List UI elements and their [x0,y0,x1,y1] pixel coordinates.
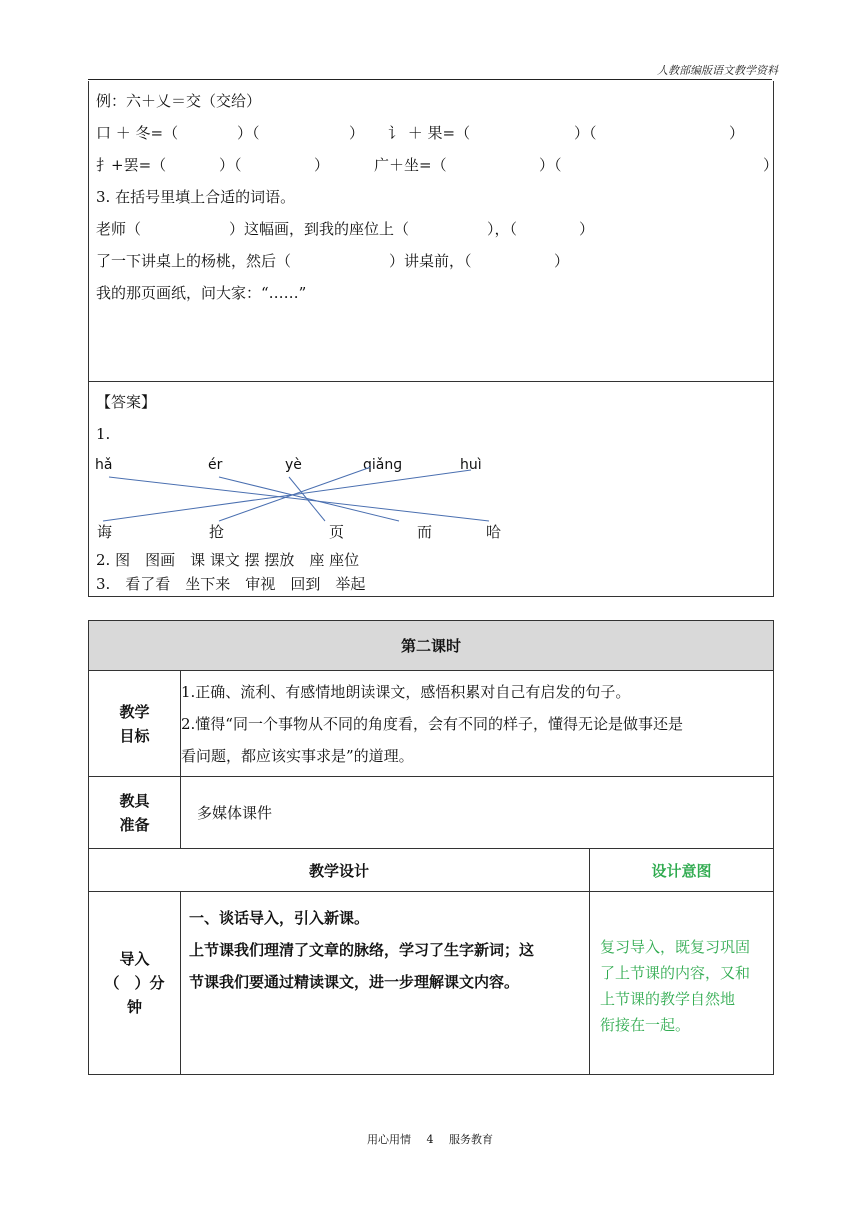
row1-part4: 讠 ＋ 果=（ [388,124,471,142]
exercise-box [88,81,779,382]
match-line-ha [109,477,489,521]
intent-line-2: 了上节课的内容，又和 [600,964,751,982]
goal-label [89,671,181,777]
line1-part1: 老师（ [96,220,142,238]
line3: 我的那页画纸，问大家：“……” [96,284,307,302]
goal-2b: 看问题，都应该实事求是”的道理。 [181,746,414,765]
pinyin-er: ér [208,457,223,473]
pinyin-ha: hǎ [95,457,113,473]
matching-lines [89,382,773,542]
goal-label-line1: 教学 [119,702,150,721]
lesson-title: 第二课时 [89,621,774,671]
row2-part5: ）（ [539,156,562,174]
header-rule [88,79,772,80]
match-line-ye [289,477,325,521]
hanzi-ha: 哈 [486,523,502,541]
page-number: 4 [426,1133,434,1146]
line2-part2: ）讲桌前，（ [389,252,472,270]
tool-label [89,777,181,849]
row1-part2: ）（ [237,124,260,142]
intro-text-2: 节课我们要通过精读课文，进一步理解课文内容。 [189,973,520,991]
intent-header: 设计意图 [590,849,774,892]
intent-line-1: 复习导入，既复习巩固 [600,938,751,956]
lesson-table [88,620,774,1075]
intro-title: 一、谈话导入，引入新课。 [189,909,370,927]
tool-label-line2: 准备 [119,815,150,834]
pinyin-hui: huì [460,457,482,473]
intro-content [181,892,590,1075]
intro-label-line3: 钟 [126,998,142,1016]
answer-2: 2. 图 图画 课 课文 摆 摆放 座 座位 [96,551,360,569]
row1-part1: 口 ＋ 冬=（ [96,124,179,142]
intent-line-3: 上节课的教学自然地 [600,990,736,1008]
tools-content: 多媒体课件 [181,777,774,849]
row1-part3: ） [349,124,365,142]
row2-part3: ） [314,156,330,174]
design-header: 教学设计 [89,849,590,892]
intro-intent [590,892,774,1075]
answer-1-label: 1. [96,425,111,443]
line1-part3: ），（ [487,220,518,238]
page-footer [0,1131,860,1147]
footer-right: 服务教育 [449,1133,493,1146]
line2-part1: 了一下讲桌上的杨桃，然后（ [96,252,292,270]
intro-label [89,892,181,1075]
hanzi-hui: 诲 [97,523,113,541]
row2-part4: 广＋坐=（ [374,156,447,174]
hanzi-ye: 页 [329,523,345,541]
hanzi-qiang: 抢 [209,523,225,541]
intro-text-1: 上节课我们理清了文章的脉络，学习了生字新词；这 [189,941,535,959]
intro-label-line1: 导入 [119,950,150,968]
answer-box [88,381,774,597]
intent-line-4: 衔接在一起。 [600,1016,691,1034]
footer-left: 用心用情 [367,1133,411,1146]
row2-part1: 扌+罢=（ [96,156,167,174]
row1-part6: ） [729,124,745,142]
goal-label-line2: 目标 [119,726,150,745]
goal-2a: 2.懂得“同一个事物从不同的角度看，会有不同的样子，懂得无论是做事还是 [181,714,683,733]
line1-part4: ） [579,220,595,238]
intro-label-line2: （ ）分 [104,974,165,992]
line1-part2: ）这幅画，到我的座位上（ [229,220,410,238]
goal-content [181,671,774,777]
row2-part6: ） [763,156,779,174]
row1-part5: ）（ [574,124,597,142]
page-header: 人教部编版语文教学资料 [657,64,778,77]
goal-1: 1.正确、流利、有感情地朗读课文，感悟积累对自己有启发的句子。 [181,682,631,701]
pinyin-ye: yè [285,457,302,473]
example-line: 例：六＋乂＝交（交给） [96,92,262,110]
answer-title: 【答案】 [96,393,157,411]
pinyin-qiang: qiǎnɡ [363,457,403,473]
question-3: 3. 在括号里填上合适的词语。 [96,188,296,206]
hanzi-er: 而 [417,523,433,541]
tool-label-line1: 教具 [119,791,150,810]
answer-3: 3. 看了看 坐下来 审视 回到 举起 [96,575,366,593]
match-line-hui [103,470,471,521]
line2-part3: ） [554,252,570,270]
row2-part2: ）（ [219,156,242,174]
